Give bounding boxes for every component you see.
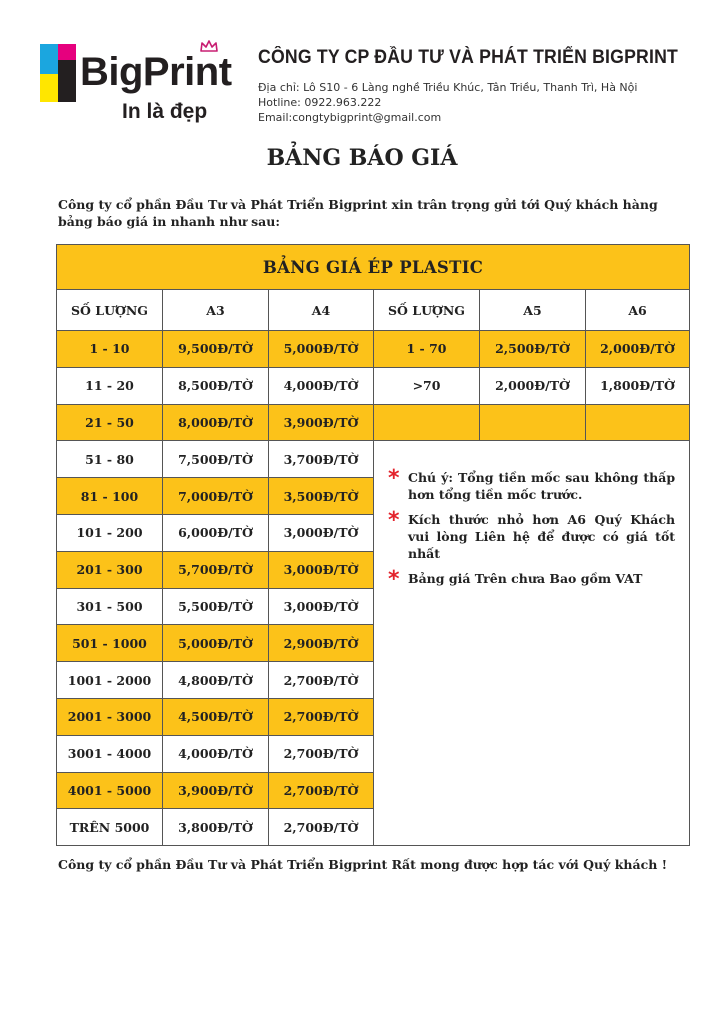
table-row [57,331,690,368]
price-cell: 4,000Đ/TỜ [163,735,269,772]
price-cell: 2,000Đ/TỜ [586,331,690,368]
table-row [57,441,690,478]
price-cell: 2,700Đ/TỜ [269,662,374,699]
price-cell: 5,000Đ/TỜ [163,625,269,662]
price-cell: 3,000Đ/TỜ [269,588,374,625]
price-cell: 2,700Đ/TỜ [269,698,374,735]
column-header: A5 [480,290,586,331]
price-cell: 2,700Đ/TỜ [269,772,374,809]
intro-paragraph: Công ty cổ phần Đầu Tư và Phát Triển Bigprint xin trân trọng gửi tới Quý khách hàng bảng báo giá in nhanh như sau: [58,197,658,229]
price-cell: 3,700Đ/TỜ [269,441,374,478]
price-cell: 7,000Đ/TỜ [163,478,269,515]
table-row [57,404,690,441]
price-cell: 5,500Đ/TỜ [163,588,269,625]
quantity-cell: 4001 - 5000 [57,772,163,809]
note-item [388,466,676,503]
column-header: A4 [269,290,374,331]
quantity-cell: 201 - 300 [57,551,163,588]
price-cell: 9,500Đ/TỜ [163,331,269,368]
price-cell: 4,800Đ/TỜ [163,662,269,699]
price-cell: 8,500Đ/TỜ [163,367,269,404]
quantity-cell: 3001 - 4000 [57,735,163,772]
quantity-cell: 1 - 10 [57,331,163,368]
quantity-cell: 301 - 500 [57,588,163,625]
company-address: Địa chỉ: Lô S10 - 6 Làng nghề Triều Khúc, Tân Triều, Thanh Trì, Hà Nội [258,81,638,94]
table-title: BẢNG GIÁ ÉP PLASTIC [57,245,690,290]
quantity-cell: TRÊN 5000 [57,809,163,846]
quantity-cell: 21 - 50 [57,404,163,441]
empty-cell [586,404,690,441]
quantity-cell: >70 [374,367,480,404]
empty-cell [374,404,480,441]
price-cell: 3,900Đ/TỜ [269,404,374,441]
quantity-cell: 2001 - 3000 [57,698,163,735]
column-header: SỐ LƯỢNG [374,290,480,331]
price-cell: 2,700Đ/TỜ [269,809,374,846]
notes-cell [374,441,690,846]
note-text: Chú ý: Tổng tiền mốc sau không thấp hơn tổng tiền mốc trước. [408,470,676,503]
table-row [57,367,690,404]
quantity-cell: 11 - 20 [57,367,163,404]
quantity-cell: 51 - 80 [57,441,163,478]
logo-color-block-icon [40,44,76,102]
column-header: SỐ LƯỢNG [57,290,163,331]
quantity-cell: 81 - 100 [57,478,163,515]
price-cell: 3,800Đ/TỜ [163,809,269,846]
company-email[interactable]: Email:congtybigprint@gmail.com [258,111,442,124]
crown-icon [200,40,218,52]
price-cell: 7,500Đ/TỜ [163,441,269,478]
table-header-row [57,290,690,331]
bigprint-logo [40,40,230,130]
asterisk-icon: * [388,567,400,593]
company-contact [258,80,637,125]
quantity-cell: 101 - 200 [57,514,163,551]
price-cell: 6,000Đ/TỜ [163,514,269,551]
note-item [388,567,675,593]
price-table [56,244,690,846]
price-cell: 5,000Đ/TỜ [269,331,374,368]
note-text: Kích thước nhỏ hơn A6 Quý Khách vui lòng Liên hệ để được có giá tốt nhất [408,512,676,562]
logo-wordmark: BigPrint [80,50,232,94]
company-hotline[interactable]: Hotline: 0922.963.222 [258,96,382,109]
quantity-cell: 501 - 1000 [57,625,163,662]
price-cell: 2,500Đ/TỜ [480,331,586,368]
quantity-cell: 1 - 70 [374,331,480,368]
column-header: A3 [163,290,269,331]
closing-paragraph: Công ty cổ phần Đầu Tư và Phát Triển Bigprint Rất mong được hợp tác với Quý khách ! [58,857,668,872]
price-cell: 3,000Đ/TỜ [269,514,374,551]
note-text: Bảng giá Trên chưa Bao gồm VAT [408,571,643,587]
price-cell: 3,500Đ/TỜ [269,478,374,515]
quantity-cell: 1001 - 2000 [57,662,163,699]
empty-cell [480,404,586,441]
price-cell: 2,900Đ/TỜ [269,625,374,662]
price-cell: 2,700Đ/TỜ [269,735,374,772]
price-cell: 5,700Đ/TỜ [163,551,269,588]
note-item [388,508,676,562]
price-cell: 8,000Đ/TỜ [163,404,269,441]
price-cell: 2,000Đ/TỜ [480,367,586,404]
document-title: BẢNG BÁO GIÁ [266,145,458,171]
price-cell: 4,000Đ/TỜ [269,367,374,404]
company-name: CÔNG TY CP ĐẦU TƯ VÀ PHÁT TRIỂN BIGPRINT [258,47,679,68]
price-cell: 3,000Đ/TỜ [269,551,374,588]
logo-tagline: In là đẹp [122,100,208,123]
asterisk-icon: * [388,466,400,492]
price-cell: 3,900Đ/TỜ [163,772,269,809]
column-header: A6 [586,290,690,331]
price-cell: 1,800Đ/TỜ [586,367,690,404]
asterisk-icon: * [388,508,400,534]
price-cell: 4,500Đ/TỜ [163,698,269,735]
